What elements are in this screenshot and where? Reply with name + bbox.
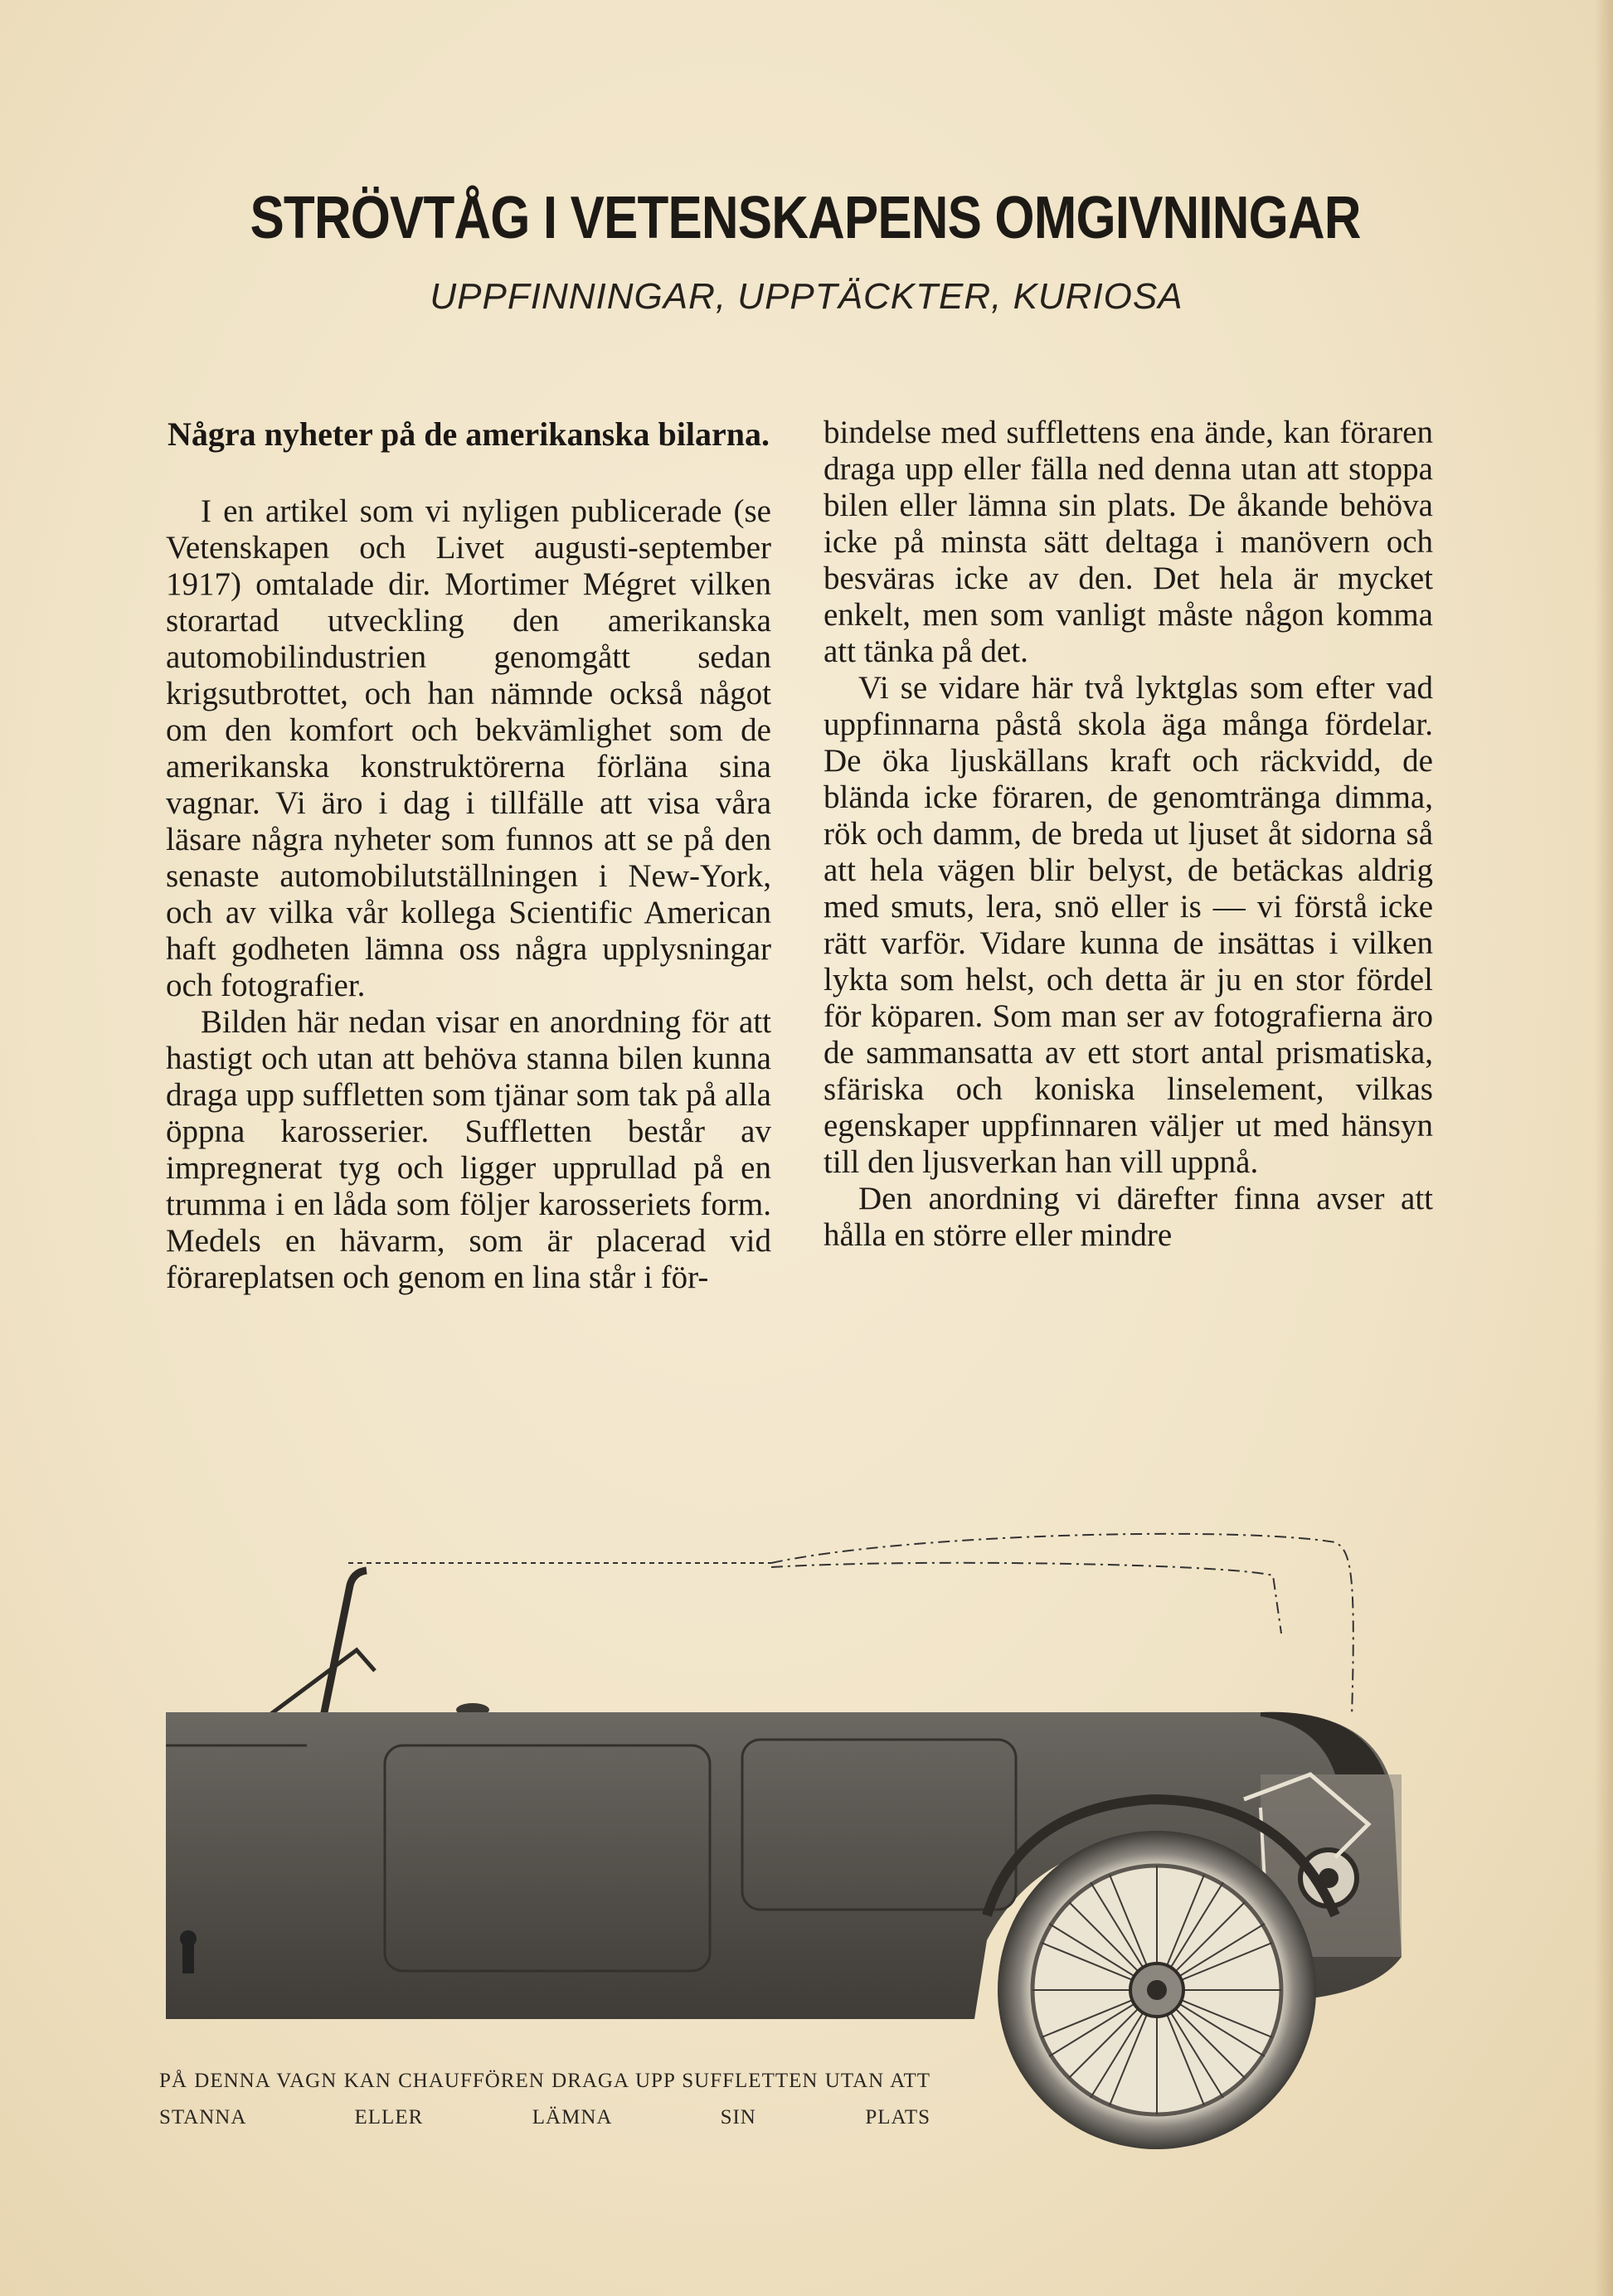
top-arc-dashed	[771, 1534, 1353, 1716]
paragraph: Vi se vidare här två lyktglas som efter vad uppfinnarna påstå skola äga många fördelar. De öka ljuskällans kraft och räckvidd, de blända icke föraren, de genomtränga dimma, rök och damm, de breda ut ljuset åt sidorna så att hela vägen blir belyst, de betäckas aldrig med smuts, lera, snö eller is — vi förstå icke rätt varför. Vidare kunna de insättas i vilken lykta som helst, och detta är ju en stor fördel för köparen. Som man ser av fotografierna äro de sammansatta av ett stort antal prismatiska, sfäriska och koniska linselement, vilkas egenskaper uppfinnaren väljer ut med hänsyn till den ljusverkan han vill uppnå.	[824, 670, 1433, 1180]
right-column	[824, 415, 1433, 1254]
paragraph: Den anordning vi därefter finna avser att hålla en större eller mindre	[824, 1181, 1433, 1253]
page-subtitle: UPPFINNINGAR, UPPTÄCKTER, KURIOSA	[430, 276, 1183, 317]
car-illustration	[158, 1526, 1451, 2156]
paragraph: I en artikel som vi nyligen publicerade (se Vetenskapen och Livet augusti-september 1917) omtalade dir. Mortimer Mégret vilken storartad utveckling den amerikanska automobilindustrien genomgått sedan krigsutbrottet, och han nämnde också något om den komfort och bekvämlighet som de amerikanska konstruktörerna förläna sina vagnar. Vi äro i dag i tillfälle att visa våra läsare några nyheter som funnos att se på den senaste automobilutställningen i New-York, och av vilka vår kollega Scientific American haft godheten lämna oss några upplysningar och fotografier.	[166, 493, 771, 1003]
page-title: STRÖVTÅG I VETENSKAPENS OMGIVNINGAR	[250, 185, 1361, 251]
figure-caption: PÅ DENNA VAGN KAN CHAUFFÖREN DRAGA UPP SUFFLETTEN UTAN ATT STANNA ELLER LÄMNA SIN PLATS	[159, 2070, 930, 2129]
paragraph: bindelse med sufflettens ena ände, kan föraren draga upp eller fälla ned denna utan att stoppa bilen eller lämna sin plats. De åkande behöva icke på minsta sätt deltaga i manövern och besväras icke av den. Det hela är mycket enkelt, men som vanligt måste någon komma att tänka på det.	[824, 415, 1433, 669]
article-heading: Några nyheter på de amerikanska bilarna.	[168, 415, 770, 453]
left-column	[166, 415, 771, 1296]
windshield-post	[323, 1570, 367, 1716]
paragraph: Bilden här nedan visar en anordning för att hastigt och utan att behöva stanna bilen kunna draga upp suffletten som tjänar som tak på alla öppna karosserier. Suffletten består av impregnerat tyg och ligger upprullad på en trumma i en låda som följer karosseriets form. Medels en hävarm, som är placerad vid förareplatsen och genom en lina står i för-	[166, 1004, 771, 1295]
inner-arc-dashed	[771, 1563, 1281, 1633]
